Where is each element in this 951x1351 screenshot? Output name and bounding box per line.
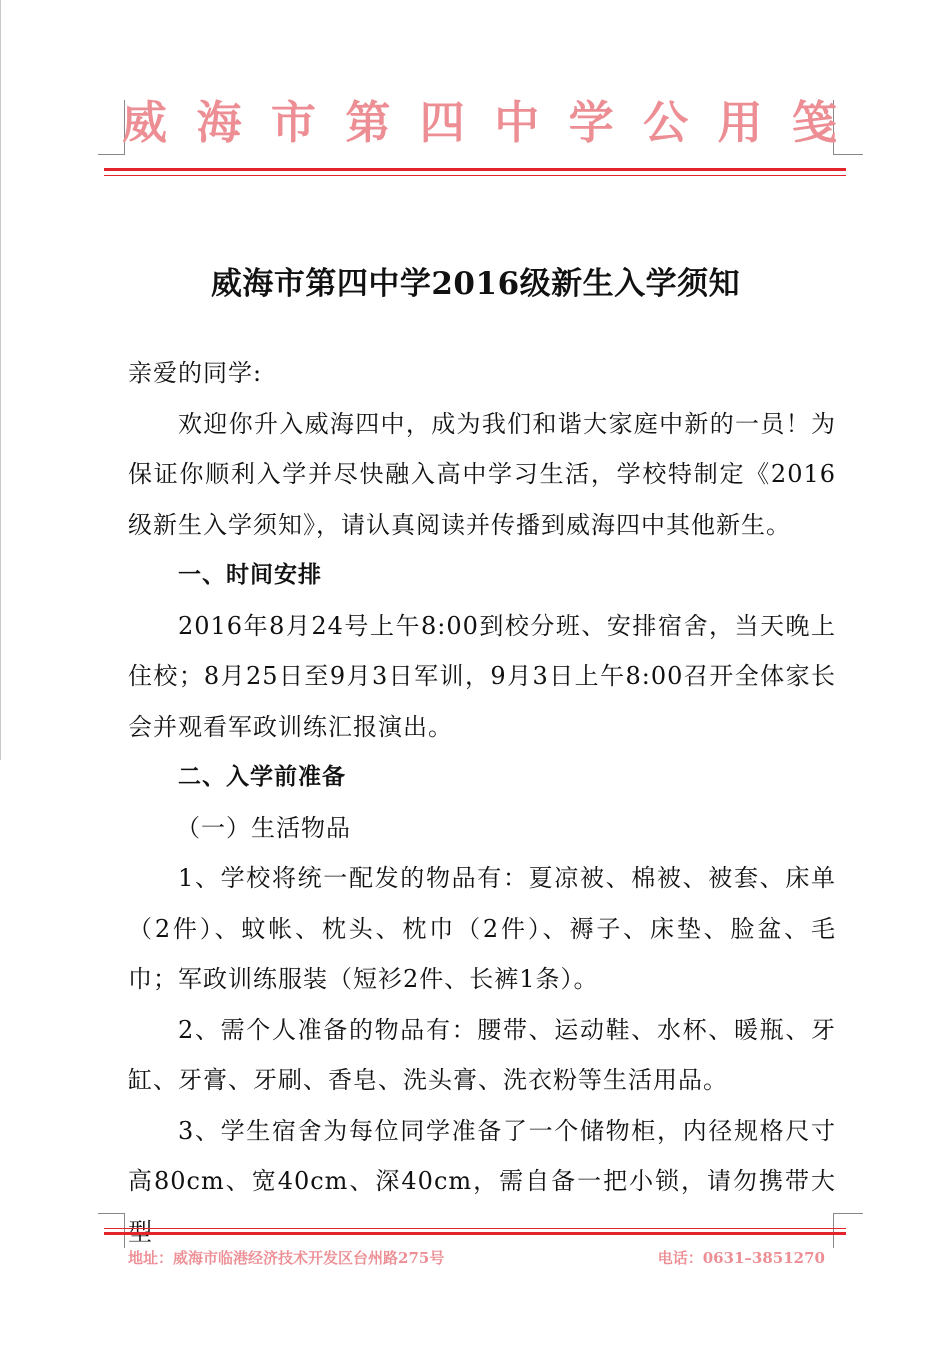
crop-mark-top-right xyxy=(833,100,863,155)
letterhead-char: 威 xyxy=(122,95,168,149)
header-rule-thin xyxy=(104,175,846,176)
crop-mark-top-left xyxy=(98,100,125,155)
subsection-heading: （一）生活物品 xyxy=(176,813,351,842)
footer-phone: 电话：0631–3851270 xyxy=(657,1248,825,1267)
crop-mark-bottom-left xyxy=(98,1213,125,1248)
footer-rule-thick xyxy=(104,1232,846,1235)
body-paragraph: 1、学校将统一配发的物品有：夏凉被、棉被、被套、床单（2件）、蚊帐、枕头、枕巾（2件）、褥子、床垫、脸盆、毛巾；军政训练服装（短衫2件、长裤1条）。 xyxy=(128,864,836,993)
letterhead-char: 中 xyxy=(494,95,540,149)
document-body xyxy=(128,348,836,1257)
page-edge-line xyxy=(0,0,1,760)
letterhead-char: 学 xyxy=(568,95,614,149)
letterhead-footer xyxy=(128,1245,825,1269)
section-heading: 二、入学前准备 xyxy=(178,764,346,790)
letterhead-char: 市 xyxy=(270,95,316,149)
letterhead-char: 笺 xyxy=(791,95,837,149)
crop-mark-bottom-right xyxy=(833,1213,863,1248)
letterhead-char: 第 xyxy=(345,95,391,149)
letterhead-char: 公 xyxy=(643,95,689,149)
letterhead-title xyxy=(122,92,837,152)
header-rule-thick xyxy=(104,168,846,171)
footer-rule-thin xyxy=(104,1228,846,1229)
document-title: 威海市第四中学2016级新生入学须知 xyxy=(210,266,741,302)
body-paragraph: 欢迎你升入威海四中，成为我们和谐大家庭中新的一员！为保证你顺利入学并尽快融入高中学习生活，学校特制定《2016级新生入学须知》，请认真阅读并传播到威海四中其他新生。 xyxy=(128,409,836,539)
body-paragraph: 3、学生宿舍为每位同学准备了一个储物柜，内径规格尺寸高80cm、宽40cm、深40cm，需自备一把小锁，请勿携带大 xyxy=(128,1116,836,1195)
body-paragraph: 2、需个人准备的物品有：腰带、运动鞋、水杯、暖瓶、牙缸、牙膏、牙刷、香皂、洗头膏、洗衣粉等生活用品。 xyxy=(128,1015,836,1094)
letterhead-char: 四 xyxy=(419,95,465,149)
letterhead-char: 海 xyxy=(196,95,242,149)
letterhead-char: 用 xyxy=(717,95,763,149)
footer-address: 地址：威海市临港经济技术开发区台州路275号 xyxy=(128,1248,445,1267)
body-paragraph: 亲爱的同学: xyxy=(128,359,263,387)
section-heading: 一、时间安排 xyxy=(178,562,322,588)
body-paragraph: 2016年8月24号上午8:00到校分班、安排宿舍，当天晚上住校；8月25日至9月3日军训，9月3日上午8:00召开全体家长会并观看军政训练汇报演出。 xyxy=(128,611,836,741)
